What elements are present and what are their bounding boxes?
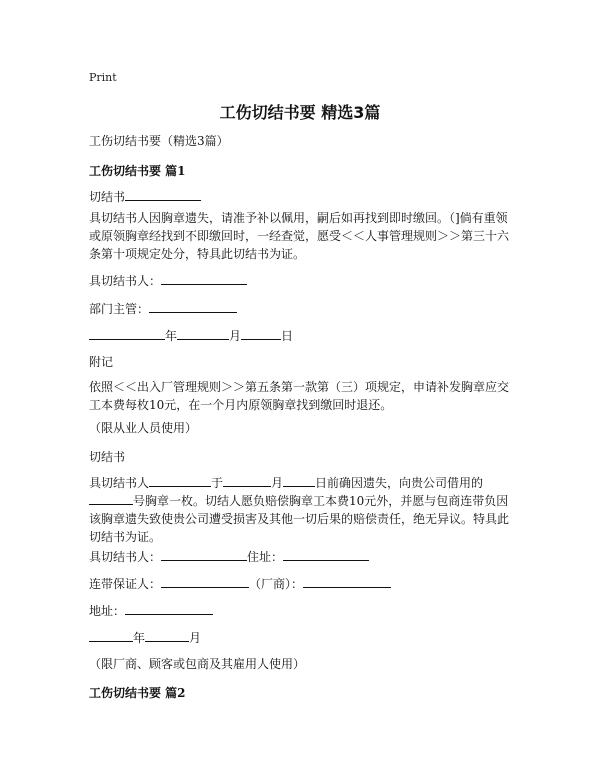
date-line-2	[89, 629, 519, 647]
appendix-label: 附记	[89, 355, 114, 369]
form-title-2: 切结书	[89, 450, 126, 464]
para3-blank-2	[223, 474, 271, 487]
year-blank	[89, 327, 165, 340]
para3-blank-3	[283, 474, 315, 487]
address2-blank	[125, 602, 213, 615]
signer2-line	[89, 548, 519, 566]
form-title: 切结书	[89, 190, 126, 204]
signer-blank	[161, 272, 247, 285]
paragraph-2: 依照＜＜出入厂管理规则＞＞第五条第一款第（三）项规定，申请补发胸章应交工本费每枚10元，在一个月内原领胸章找到缴回时退还。	[89, 380, 510, 412]
guarantor-line	[89, 575, 519, 593]
usage-note-2: （限厂商、顾客或包商及其雇用人使用）	[89, 657, 306, 671]
guarantor-label: 连带保证人：	[89, 577, 162, 591]
signer-label: 具切结书人：	[89, 274, 162, 288]
factory-blank	[303, 575, 391, 588]
para3-part-b: 于	[211, 476, 224, 490]
para3-part-d: 日前确因遗失，向贵公司借用的	[315, 476, 484, 490]
month-label: 月	[229, 329, 242, 343]
section1-heading: 工伤切结书要 篇1	[89, 164, 186, 178]
para3-part-e: 号胸章一枚。切结人愿负赔偿胸章工本费10元外，并愿与包商连带负因该胸章遗失致使贵公司遭受损害及其他一切后果的赔偿责任，绝无异议。特具此切结书为证。	[89, 494, 510, 544]
form-title-line	[89, 188, 519, 206]
address2-line	[89, 602, 519, 620]
para3-blank-4	[89, 492, 133, 505]
para3-part-c: 月	[271, 476, 284, 490]
para3-blank-1	[149, 474, 211, 487]
year-label: 年	[165, 329, 178, 343]
manager-line	[89, 300, 519, 318]
document-title: 工伤切结书要 精选3篇	[219, 103, 381, 122]
signer2-blank	[161, 548, 247, 561]
section2-heading: 工伤切结书要 篇2	[89, 686, 186, 700]
signer2-label: 具切结书人：	[89, 550, 162, 564]
print-label: Print	[89, 71, 117, 84]
para3-part-a: 具切结书人	[89, 476, 150, 490]
address-blank	[283, 548, 369, 561]
manager-blank	[149, 300, 237, 313]
month2-label: 月	[189, 631, 202, 645]
form-blank	[125, 188, 201, 201]
year2-blank	[89, 629, 133, 642]
factory-label: （厂商）：	[249, 577, 304, 591]
document-subtitle: 工伤切结书要（精选3篇）	[89, 134, 229, 148]
guarantor-blank	[161, 575, 249, 588]
signer-line	[89, 272, 519, 290]
day-blank	[241, 327, 281, 340]
paragraph-1: 具切结书人因胸章遗失，请准予补以佩用，嗣后如再找到即时缴回。（]倘有重领或原领胸章经找到不即缴回时，一经查觉，愿受＜＜人事管理规则＞＞第三十六条第十项规定处分，特具此切结书为证。	[89, 211, 510, 261]
manager-label: 部门主管：	[89, 302, 150, 316]
day-label: 日	[281, 329, 294, 343]
usage-note-1: （限从业人员使用）	[89, 421, 198, 435]
date-line-1	[89, 327, 519, 345]
month2-blank	[145, 629, 189, 642]
address2-label: 地址：	[89, 604, 126, 618]
paragraph-3	[89, 474, 519, 546]
month-blank	[177, 327, 229, 340]
year2-label: 年	[133, 631, 146, 645]
address-label: 住址：	[247, 550, 284, 564]
